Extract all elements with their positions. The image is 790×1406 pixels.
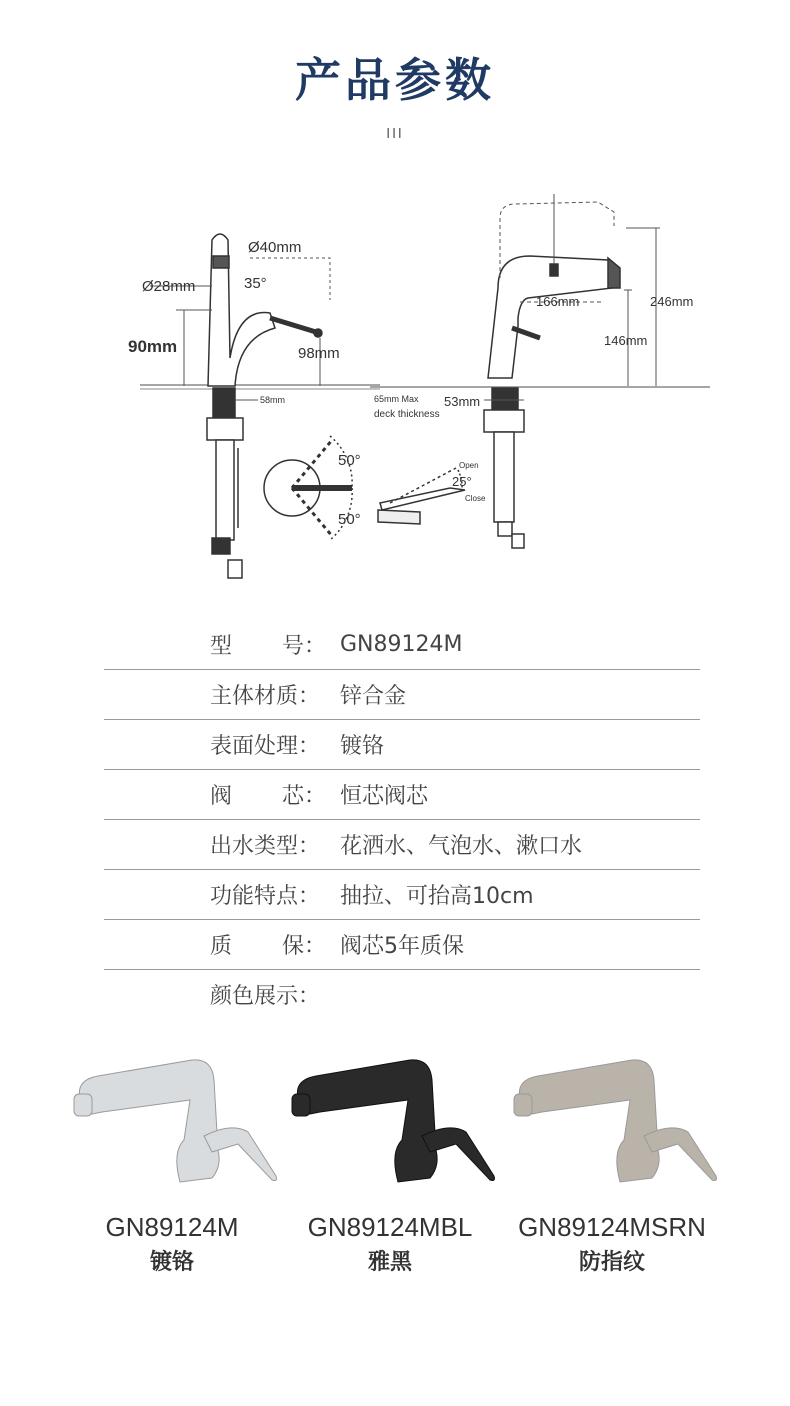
title-divider-mark: III — [386, 127, 404, 142]
spec-label: 阀 — [210, 784, 233, 809]
label-height-146: 146mm — [604, 333, 648, 348]
spec-row-water-type — [104, 820, 700, 870]
product-finish: 雅黑 — [367, 1250, 412, 1275]
product-code: GN89124MBL — [307, 1212, 473, 1242]
spec-value: 抽拉、可抬高10cm — [340, 884, 534, 909]
spec-label: 表面处理： — [210, 734, 321, 759]
spec-value: GN89124M — [340, 632, 463, 657]
label-diameter-40: Ø40mm — [248, 239, 302, 256]
spec-label: 颜色展示： — [210, 984, 321, 1009]
spec-label: 功能特点： — [210, 884, 321, 909]
spec-label: 号： — [282, 634, 327, 659]
spec-label: 芯： — [282, 784, 327, 809]
spec-label: 主体材质： — [210, 684, 321, 709]
label-tilt-25: 25° — [452, 474, 472, 489]
label-width-53: 53mm — [444, 394, 481, 409]
spec-row-material — [104, 670, 700, 720]
spec-value: 阀芯5年质保 — [340, 934, 464, 959]
spec-value: 花洒水、气泡水、漱口水 — [340, 834, 583, 859]
product-variant-black — [270, 1040, 510, 1276]
product-code: GN89124M — [105, 1212, 239, 1242]
product-code: GN89124MSRN — [518, 1212, 706, 1242]
label-reach-166: 166mm — [536, 294, 580, 309]
product-finish: 镀铬 — [149, 1250, 194, 1275]
label-deck-thickness: deck thickness — [374, 409, 440, 420]
spec-label: 型 — [210, 634, 233, 659]
spec-label: 保： — [282, 934, 327, 959]
page-title: 产品参数 — [295, 53, 495, 107]
label-close: Close — [465, 494, 486, 503]
product-finish: 防指纹 — [578, 1250, 645, 1275]
spec-value: 恒芯阀芯 — [340, 784, 429, 809]
faucet-image — [62, 1040, 282, 1190]
label-height-98: 98mm — [298, 345, 340, 362]
label-deck-max: 65mm Max — [374, 394, 419, 404]
faucet-image — [502, 1040, 722, 1190]
label-width-58: 58mm — [260, 395, 286, 405]
label-diameter-28: Ø28mm — [142, 278, 196, 295]
dimension-diagram — [120, 188, 710, 588]
spec-label: 质 — [210, 934, 233, 959]
label-rotation-50-up: 50° — [338, 452, 361, 469]
faucet-image — [280, 1040, 500, 1190]
label-height-246: 246mm — [650, 294, 694, 309]
label-height-90: 90mm — [128, 337, 178, 356]
label-angle-35: 35° — [244, 275, 267, 292]
spec-label: 出水类型： — [210, 834, 321, 859]
spec-row-warranty — [104, 920, 700, 970]
spec-row-colors — [104, 970, 700, 1019]
product-variant-brushed-nickel — [492, 1040, 732, 1276]
spec-table — [104, 620, 700, 1019]
label-open: Open — [459, 461, 479, 470]
color-variants — [0, 1040, 790, 1320]
spec-row-model — [104, 620, 700, 670]
spec-value: 镀铬 — [340, 734, 385, 759]
label-rotation-50-down: 50° — [338, 511, 361, 528]
spec-row-finish — [104, 720, 700, 770]
product-variant-chrome — [52, 1040, 292, 1276]
spec-row-features — [104, 870, 700, 920]
spec-value: 锌合金 — [340, 684, 407, 709]
spec-row-valve — [104, 770, 700, 820]
